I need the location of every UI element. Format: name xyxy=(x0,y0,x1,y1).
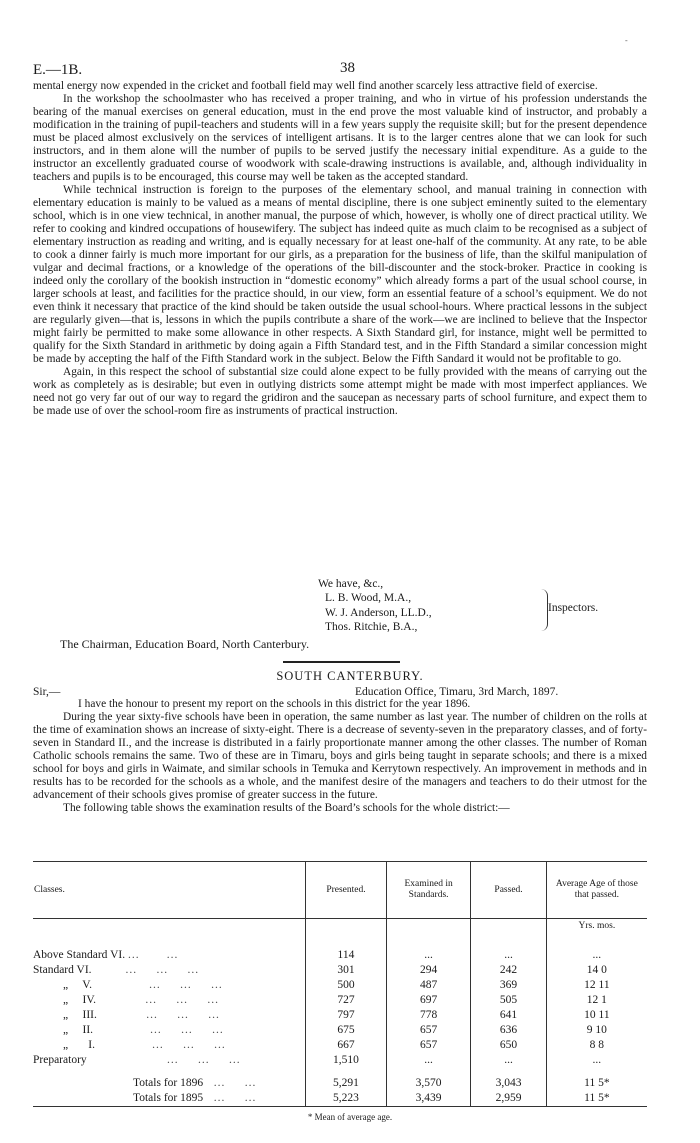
dot-leader: ... ... ... xyxy=(94,979,223,991)
cell-examined: 3,570 xyxy=(386,1076,471,1091)
paragraph: I have the honour to present my report on the schools in this district for the year 1896. xyxy=(78,698,471,710)
cell-age: 12 11 xyxy=(546,978,647,993)
class-name: III. xyxy=(82,1009,97,1021)
cell-examined: 3,439 xyxy=(386,1091,471,1107)
dateline: Education Office, Timaru, 3rd March, 1897. xyxy=(355,686,559,698)
paragraph: The following table shows the examination results of the Board’s schools for the whole district:— xyxy=(63,802,510,814)
dot-leader: ... ... ... xyxy=(89,1054,241,1066)
dot-leader: ... ... ... xyxy=(97,1039,226,1051)
cell-age: 14 0 xyxy=(546,963,647,978)
totals-label: Totals for 1896 xyxy=(133,1077,204,1089)
paragraph: mental energy now expended in the cricket and football field may well find another scarcely less attractive field of exercise. xyxy=(33,80,598,92)
cell-age: 9 10 xyxy=(546,1023,647,1038)
salutation: Sir,— xyxy=(33,686,61,698)
cell-age: ... xyxy=(546,948,647,963)
cell-examined: 778 xyxy=(386,1008,471,1023)
table-row xyxy=(33,1023,647,1038)
signatory-name: W. J. Anderson, LL.D., xyxy=(325,606,432,619)
cell-age: 12 1 xyxy=(546,993,647,1008)
signatories xyxy=(325,591,432,635)
cell-presented: 114 xyxy=(306,948,387,963)
cell-age: 10 11 xyxy=(546,1008,647,1023)
closing: We have, &c., xyxy=(318,578,384,590)
cell-passed: 650 xyxy=(471,1038,546,1053)
class-name: Above Standard VI. xyxy=(33,949,126,961)
cell-presented: 301 xyxy=(306,963,387,978)
cell-passed: 641 xyxy=(471,1008,546,1023)
signatory-role: Inspectors. xyxy=(548,602,599,614)
col-header-examined: Examined in Standards. xyxy=(386,862,471,919)
section-divider xyxy=(283,661,400,663)
signatory-name: Thos. Ritchie, B.A., xyxy=(325,621,418,633)
col-header-presented: Presented. xyxy=(306,862,387,919)
cell-examined: 657 xyxy=(386,1023,471,1038)
cell-presented: 675 xyxy=(306,1023,387,1038)
report-body xyxy=(33,80,647,418)
ditto-mark: „ xyxy=(63,1024,69,1036)
section-body xyxy=(33,698,647,815)
table-row xyxy=(33,978,647,993)
class-name: I. xyxy=(88,1039,95,1051)
totals-row xyxy=(33,1091,647,1107)
col-header-average-age: Average Age of those that passed. xyxy=(546,862,647,919)
totals-row xyxy=(33,1076,647,1091)
col-header-classes: Classes. xyxy=(33,862,306,919)
dot-leader: ... ... ... xyxy=(98,994,220,1006)
cell-examined: 697 xyxy=(386,993,471,1008)
cell-age: 11 5* xyxy=(546,1091,647,1107)
table-row xyxy=(33,948,647,963)
class-name: II. xyxy=(82,1024,94,1036)
paragraph: Again, in this respect the school of substantial size could alone expect to be fully provided with the means of carrying out the work as completely as is desirable; but even in outlying districts some attempt might be made with most imperfect appliances. We need not go very far out of our way to regard the gridiron and the saucepan as necessary parts of school furniture, and expect them to be made use of over the school-room fire as instruments of practical instruction. xyxy=(33,366,647,417)
cell-examined: 487 xyxy=(386,978,471,993)
cell-passed: 505 xyxy=(471,993,546,1008)
ditto-mark: „ xyxy=(63,1009,69,1021)
table-row xyxy=(33,1008,647,1023)
cell-age: ... xyxy=(546,1053,647,1068)
units-row xyxy=(33,919,647,935)
table-row xyxy=(33,1038,647,1053)
cell-presented: 5,291 xyxy=(306,1076,387,1091)
ditto-mark: „ xyxy=(63,979,69,991)
ditto-mark: „ xyxy=(63,1039,69,1051)
table-row xyxy=(33,993,647,1008)
footnote: * Mean of average age. xyxy=(307,1112,393,1122)
paragraph: During the year sixty-five schools have been in operation, the same number as last year. The number of children on the rolls at the time of examination shows an increase of sixty-eight. There is a decrease of seventy-seven in the preparatory classes, and of forty-seven in Standard II., and the increase is distributed in a fairly proportionate manner among the other classes. The number of Roman Catholic schools remains the same. Two of these are in Timaru, boys and girls being taught in separate schools; and there is a mixed school for boys and girls in Waimate, and similar schools in Temuka and Kerrytown respectively. An improvement in methods and in results has to be recorded for the schools as a whole, and the manifest desire of the managers and teachers to do their utmost for the advancement of their schools gives promise of greater success in the future. xyxy=(33,711,647,801)
class-name: V. xyxy=(82,979,92,991)
corner-mark: - xyxy=(625,36,628,45)
addressee: The Chairman, Education Board, North Canterbury. xyxy=(60,637,310,651)
dot-leader: ... ... ... xyxy=(99,1009,220,1021)
table-row xyxy=(33,1053,647,1068)
dot-leader: ... ... ... xyxy=(95,1024,224,1036)
cell-examined: ... xyxy=(386,1053,471,1068)
cell-presented: 500 xyxy=(306,978,387,993)
paragraph: While technical instruction is foreign to the purposes of the elementary school, and manual training in connection with elementary education is mainly to be valued as a means of mental discipline, there is one subject eminently suited to the elementary school, which is in one view technical, in another manual, the purpose of which, however, is wholly one of direct practical utility. We refer to cooking and kindred occupations of housewifery. The subject has indeed quite as much claim to be recognised as a subject of elementary instruction as reading and writing, and is equally necessary for at least one-half of the community. At any rate, to be able to cook a dinner fairly is much more important for our girls, as a preparation for the business of life, than the skilful manipulation of vulgar and decimal fractions, or a knowledge of the operations of the bill-discounter and the stock-broker. Practice in cooking is indeed only the corollary of the bookish instruction in “domestic economy” which already forms a part of the usual school course, in larger schools at least, and facilities for the practice should, in our view, form an essential feature of a school’s equipment. We do not even think it necessary that practice of the kind should be taken outside the usual school-hours. Where practical lessons in the subject are regularly given—that is, lessons in which the pupils contribute a share of the work—we are inclined to believe that the Inspector might fairly be permitted to make some allowance in other respects. A Sixth Standard girl, for instance, might well be permitted to qualify for the Sixth Standard in arithmetic by doing again a Fifth Standard test, and in the Fifth Standard a similar concession might be made by accepting the half of the Fifth Standard work in the subject. Below the Fifth Sandard it would not be profitable to go. xyxy=(33,184,647,365)
table-row xyxy=(33,963,647,978)
cell-presented: 1,510 xyxy=(306,1053,387,1068)
cell-age: 8 8 xyxy=(546,1038,647,1053)
cell-presented: 5,223 xyxy=(306,1091,387,1107)
class-name: IV. xyxy=(82,994,97,1006)
cell-passed: 242 xyxy=(471,963,546,978)
signatory-brace xyxy=(541,589,548,631)
dot-leader: ... ... xyxy=(205,1077,257,1089)
dot-leader: ... ... ... xyxy=(94,964,200,976)
totals-label: Totals for 1895 xyxy=(133,1092,204,1104)
class-name: Preparatory xyxy=(33,1054,87,1066)
cell-passed: 636 xyxy=(471,1023,546,1038)
cell-examined: 294 xyxy=(386,963,471,978)
table-header-row xyxy=(33,862,647,919)
cell-presented: 727 xyxy=(306,993,387,1008)
document-code: E.—1B. xyxy=(33,62,83,78)
dot-leader: ... ... xyxy=(127,949,179,961)
class-name: Standard VI. xyxy=(33,964,92,976)
dot-leader: ... ... xyxy=(205,1092,257,1104)
signatory-name: L. B. Wood, M.A., xyxy=(325,592,412,604)
cell-passed: ... xyxy=(471,1053,546,1068)
cell-passed: 3,043 xyxy=(471,1076,546,1091)
cell-passed: ... xyxy=(471,948,546,963)
cell-examined: 657 xyxy=(386,1038,471,1053)
cell-passed: 369 xyxy=(471,978,546,993)
ditto-mark: „ xyxy=(63,994,69,1006)
cell-examined: ... xyxy=(386,948,471,963)
cell-age: 11 5* xyxy=(546,1076,647,1091)
cell-presented: 797 xyxy=(306,1008,387,1023)
results-table xyxy=(33,861,647,1107)
cell-presented: 667 xyxy=(306,1038,387,1053)
page-number: 38 xyxy=(340,60,355,76)
cell-passed: 2,959 xyxy=(471,1091,546,1107)
paragraph: In the workshop the schoolmaster who has received a proper training, and who in virtue of his profession understands the bearing of the manual exercises on general education, must in the end prove the most valuable kind of instructor, and probably a modification in the training of pupil-teachers and students will in a few years supply the requisite skill; but for the present dependence must be placed almost exclusively on the services of intelligent artisans. It is to the larger centres alone that we can look for such instructors, and in them alone will the number of pupils to be served justify the necessary initial expenditure. As a guide to the instructor an excellently graduated course of woodwork with scale-drawing instructions is available, and, although individuality in teachers and pupils is to be encouraged, this course may well be taken as the accepted standard. xyxy=(33,93,647,183)
units-label: Yrs. mos. xyxy=(546,919,647,935)
section-title: SOUTH CANTERBURY. xyxy=(276,669,424,683)
col-header-passed: Passed. xyxy=(471,862,546,919)
